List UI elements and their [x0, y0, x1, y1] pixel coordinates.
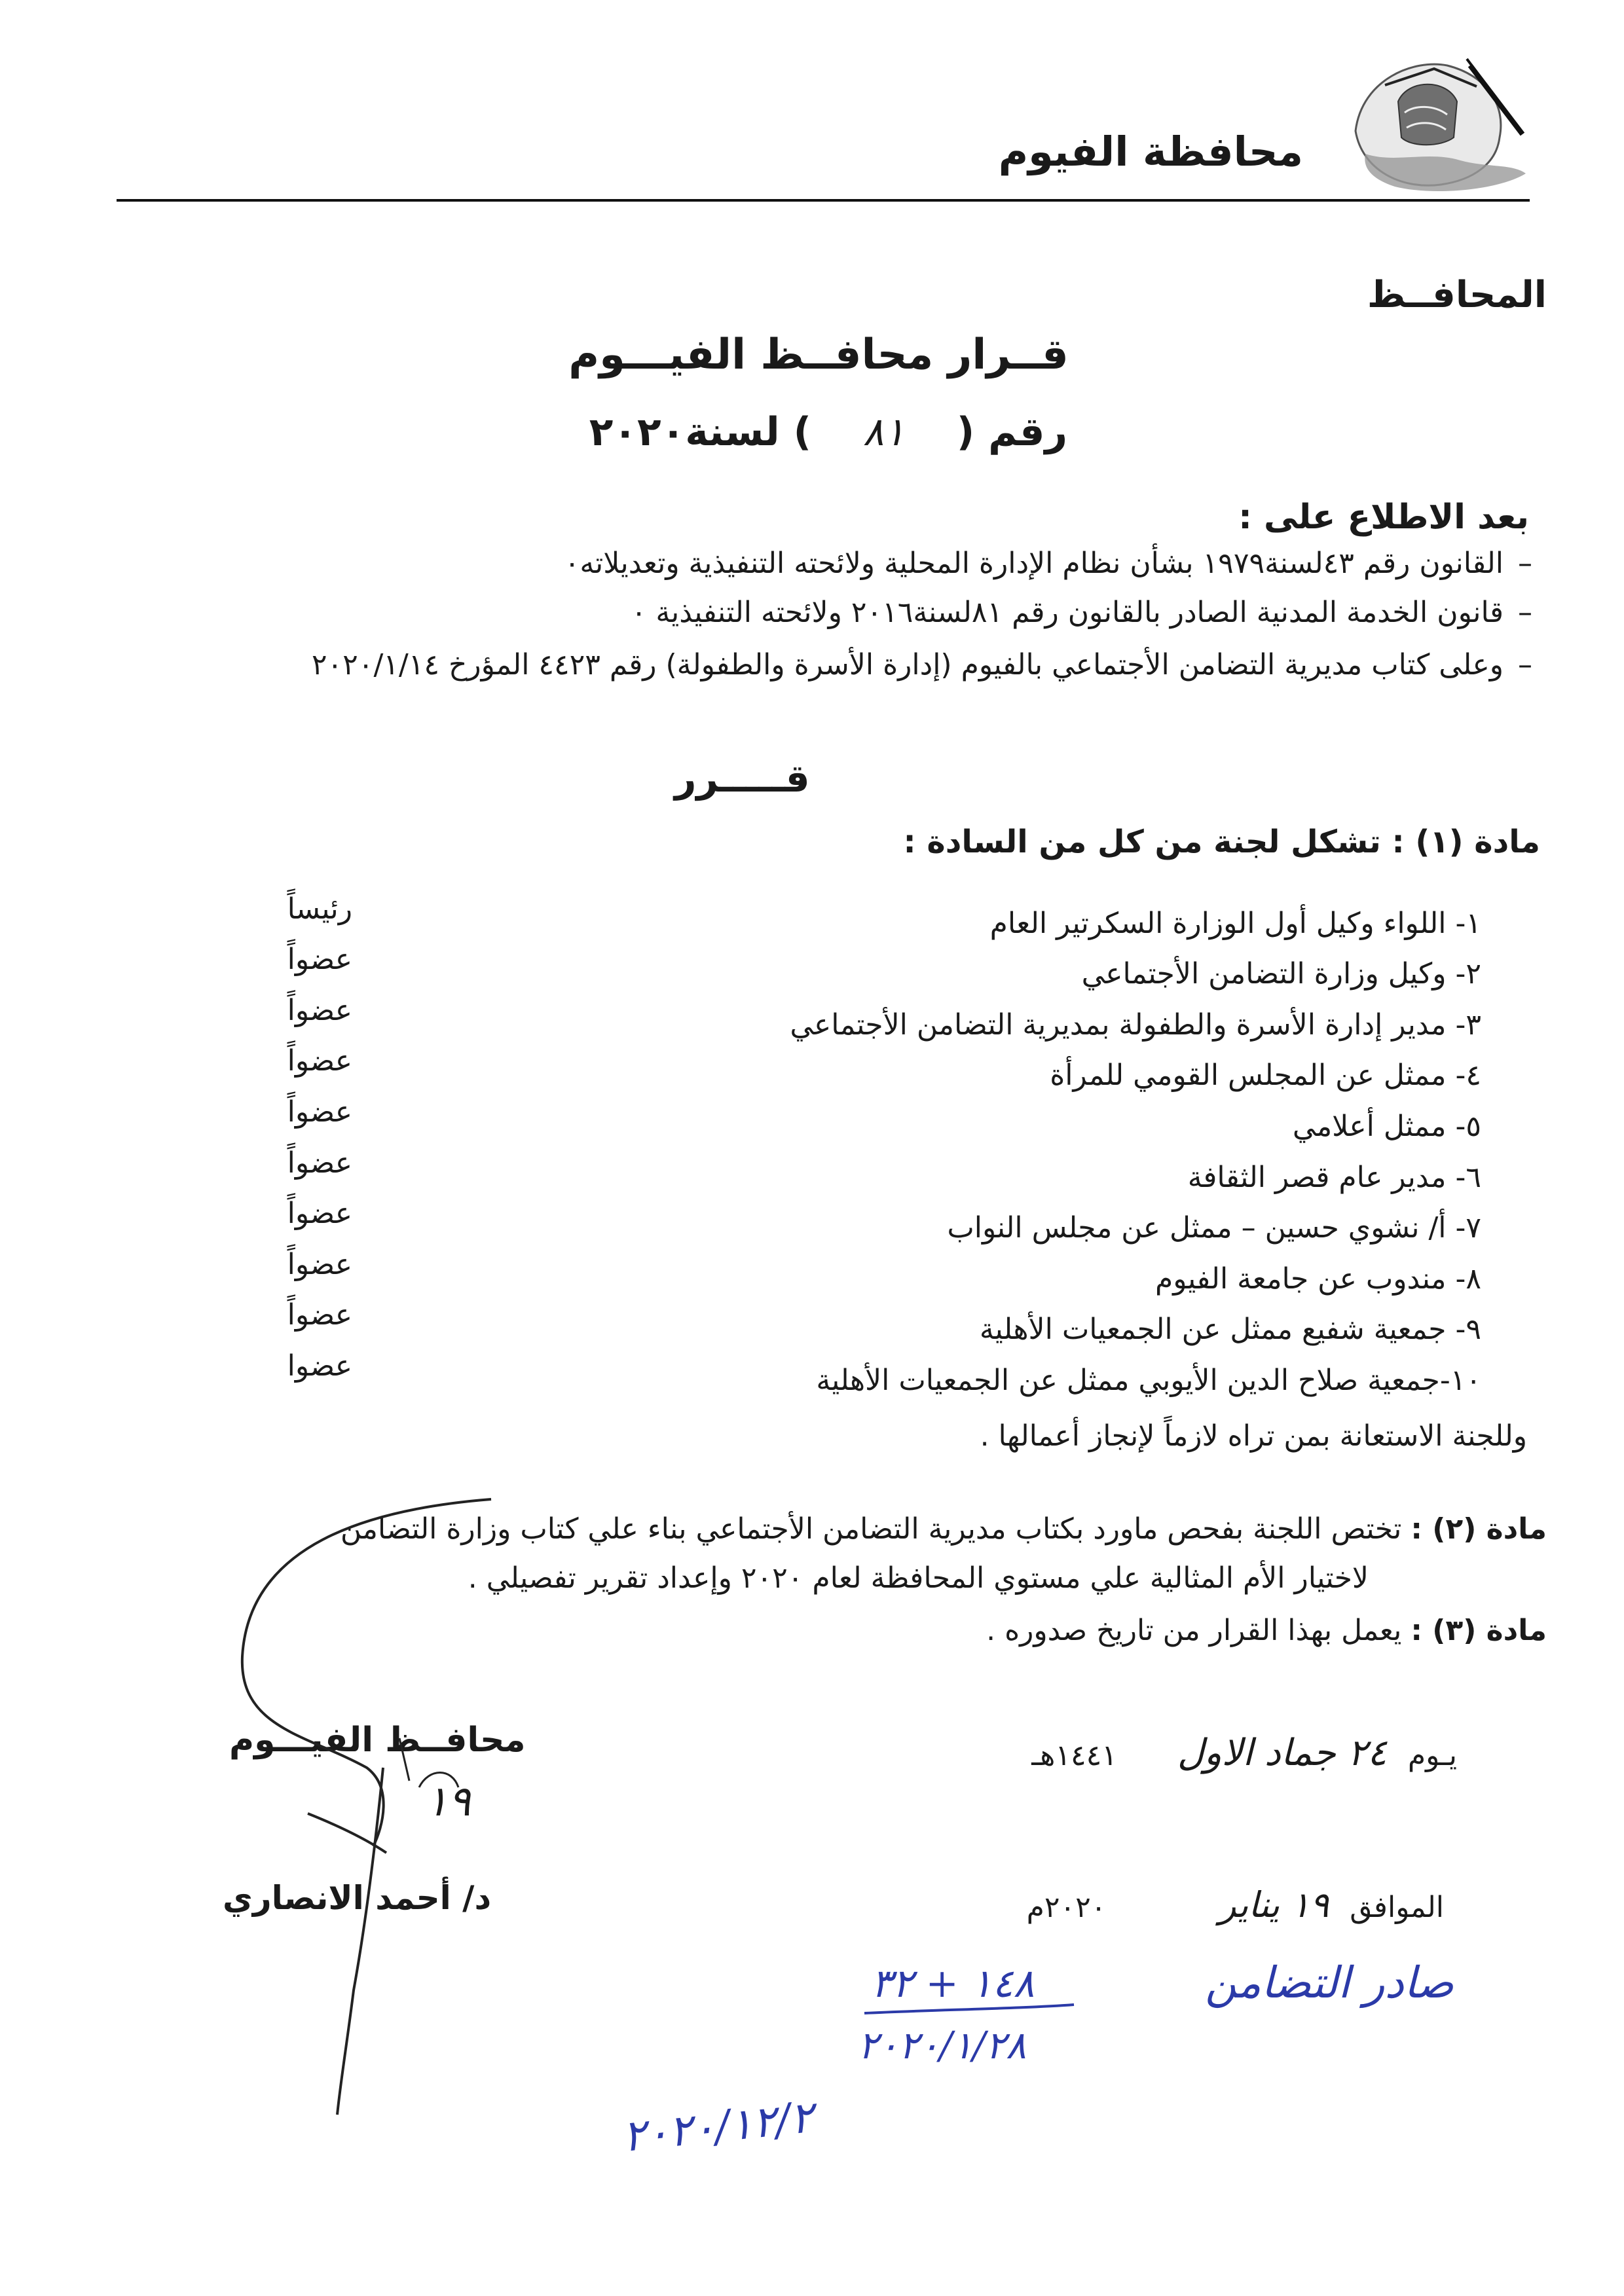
- member-item: ٢- وكيل وزارة التضامن الأجتماعي: [1081, 957, 1481, 991]
- governorate-name-header: محافظة الفيوم: [998, 128, 1303, 175]
- article-2-line-1: [341, 1512, 1547, 1546]
- hijri-year: ١٤٤١هـ: [1031, 1739, 1117, 1772]
- article-3-text: يعمل بهذا القرار من تاريخ صدوره .: [986, 1614, 1402, 1647]
- member-item: ٨- مندوب عن جامعة الفيوم: [1155, 1262, 1481, 1296]
- member-role: عضواً: [287, 1197, 352, 1230]
- article-2-text: تختص اللجنة بفحص ماورد بكتاب مديرية التضامن الأجتماعي بناء علي كتاب وزارة التضامن: [340, 1512, 1402, 1546]
- member-role: عضواً: [287, 1248, 352, 1281]
- decree-title: قــرار محافــظ الفيـــوم: [568, 331, 1069, 379]
- signatory-name: د/ أحمد الانصاري: [223, 1879, 492, 1917]
- member-role: عضوا: [287, 1349, 352, 1383]
- member-role: عضواً: [287, 1044, 352, 1078]
- issued-date: ٢٠٢٠/١/٢٨: [858, 2023, 1027, 2068]
- member-item: ٤- ممثل عن المجلس القومي للمرأة: [1050, 1059, 1481, 1092]
- member-role: عضواً: [287, 1146, 352, 1180]
- gregorian-handwritten: ١٩ يناير: [1219, 1884, 1329, 1925]
- member-role: عضواً: [287, 1298, 352, 1332]
- governorate-seal-logo: [1336, 39, 1532, 203]
- article-3: [986, 1614, 1547, 1647]
- hijri-handwritten: ٢٤ جماد الاول: [1177, 1732, 1387, 1774]
- member-item: ١- اللواء وكيل أول الوزارة السكرتير العام: [989, 907, 1481, 940]
- gregorian-year: ٢٠٢٠م: [1026, 1891, 1107, 1924]
- decree-number-suffix: ) لسنة٢٠٢٠: [589, 409, 812, 455]
- member-item: ٩- جمعية شفيع ممثل عن الجمعيات الأهلية: [979, 1313, 1481, 1346]
- member-item: ٧- أ/ نشوي حسين – ممثل عن مجلس النواب: [947, 1211, 1481, 1245]
- issued-note: صادر التضامن: [1205, 1958, 1454, 2008]
- assistance-clause: وللجنة الاستعانة بمن تراه لازماً لإنجاز أعمالها .: [980, 1419, 1527, 1453]
- gregorian-prefix: الموافق: [1350, 1891, 1444, 1924]
- received-date: ٢٠٢٠/١٢/٢: [619, 2091, 816, 2162]
- reference-item: –وعلى كتاب مديرية التضامن الأجتماعي بالفيوم (إدارة الأسرة والطفولة) رقم ٤٤٢٣ المؤرخ ٢٠٢٠/١/١٤: [311, 648, 1532, 682]
- header-divider: [117, 199, 1530, 202]
- decided-heading: قـــــرر: [674, 756, 810, 801]
- member-role: عضواً: [287, 943, 352, 976]
- member-item: ٥- ممثل أعلامي: [1292, 1110, 1481, 1143]
- hijri-prefix: يـوم: [1407, 1739, 1457, 1772]
- member-role: عضواً: [287, 994, 352, 1027]
- article-1-heading: مادة (١) : تشكل لجنة من كل من السادة :: [903, 824, 1540, 860]
- member-item: ٦- مدير عام قصر الثقافة: [1187, 1161, 1481, 1194]
- after-review-heading: بعد الاطلاع على :: [1238, 498, 1529, 537]
- member-role: عضواً: [287, 1095, 352, 1129]
- signature-title: محافــظ الفيـــوم: [229, 1721, 526, 1760]
- article-3-label: مادة (٣) :: [1411, 1614, 1547, 1647]
- issued-number: ١٤٨ + ٣٢: [871, 1961, 1035, 2007]
- article-2-line-2: لاختيار الأم المثالية علي مستوي المحافظة لعام ٢٠٢٠ وإعداد تقرير تفصيلي .: [468, 1561, 1369, 1595]
- signature-number: ١٩: [426, 1777, 471, 1826]
- member-item: ١٠-جمعية صلاح الدين الأيوبي ممثل عن الجمعيات الأهلية: [816, 1364, 1481, 1397]
- decree-number-handwritten: ٨١: [862, 409, 906, 455]
- gregorian-date-line: [1027, 1884, 1444, 1925]
- reference-item: –القانون رقم ٤٣لسنة١٩٧٩ بشأن نظام الإدارة المحلية ولائحته التنفيذية وتعديلاته٠: [564, 547, 1532, 580]
- office-title: المحافــظ: [1367, 274, 1547, 316]
- reference-item: –قانون الخدمة المدنية الصادر بالقانون رقم ٨١لسنة٢٠١٦ ولائحته التنفيذية ٠: [631, 596, 1532, 629]
- member-item: ٣- مدير إدارة الأسرة والطفولة بمديرية التضامن الأجتماعي: [790, 1008, 1481, 1042]
- member-role: رئيساً: [287, 892, 352, 926]
- decree-number-line: [589, 409, 1067, 455]
- hijri-date-line: [1031, 1732, 1457, 1774]
- decree-number-prefix: رقم (: [956, 409, 1067, 455]
- article-2-label: مادة (٢) :: [1411, 1512, 1547, 1546]
